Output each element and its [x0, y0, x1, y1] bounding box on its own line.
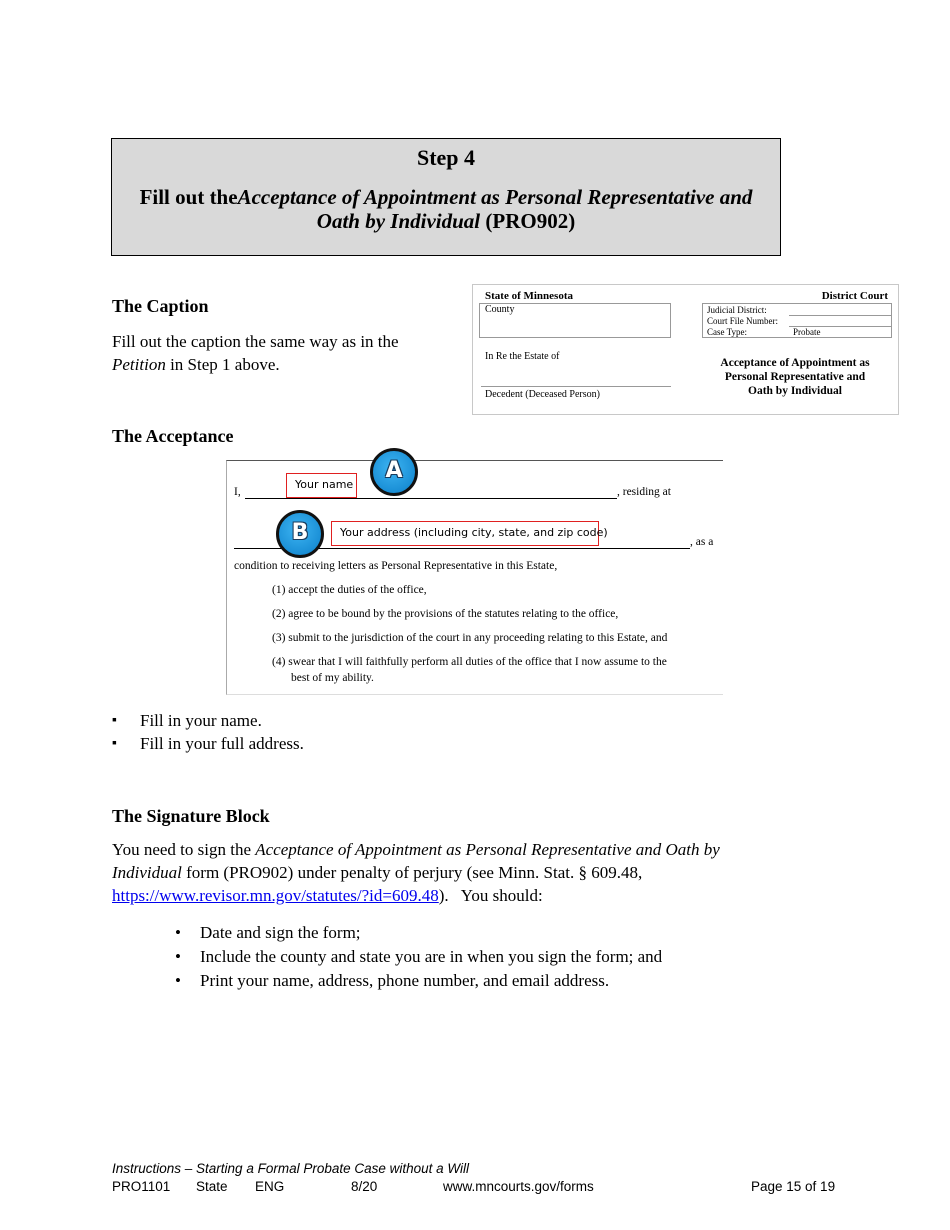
acceptance-item-2: (2) agree to be bound by the provisions of the statutes relating to the office, — [272, 608, 619, 620]
acceptance-item-3: (3) submit to the jurisdiction of the court in any proceeding relating to this Estate, and — [272, 632, 668, 644]
step-subtitle — [122, 185, 770, 233]
footer-language: ENG — [255, 1179, 285, 1194]
caption-text-1: Fill out the caption the same way as in the — [112, 332, 399, 351]
acceptance-bullet-list — [112, 709, 304, 755]
address-hint-box: Your address (including city, state, and zip code) — [331, 521, 599, 546]
acceptance-as-a: , as a — [690, 536, 714, 548]
footer-title: Instructions – Starting a Formal Probate Case without a Will — [112, 1161, 470, 1176]
caption-form-court-file-number: Court File Number: — [707, 316, 778, 326]
caption-form-court: District Court — [821, 290, 888, 302]
signature-form-name-1: Acceptance of Appointment as Personal Representative and Oath by — [255, 840, 720, 859]
caption-form-decedent-label: Decedent (Deceased Person) — [485, 389, 600, 400]
caption-form-case-type-value: Probate — [793, 327, 821, 337]
caption-instructions — [112, 330, 442, 376]
caption-form-state: State of Minnesota — [485, 290, 573, 302]
acceptance-condition: condition to receiving letters as Personal Representative in this Estate, — [234, 560, 558, 572]
signature-form-name-2: Individual — [112, 863, 182, 882]
caption-heading: The Caption — [112, 296, 209, 316]
acceptance-heading: The Acceptance — [112, 426, 234, 446]
badge-a-icon: A — [370, 448, 418, 496]
signature-bullet-list — [173, 921, 662, 993]
signature-heading: The Signature Block — [112, 806, 270, 826]
acceptance-residing-at: , residing at — [617, 486, 671, 498]
signature-instructions — [112, 838, 812, 907]
footer-date: 8/20 — [351, 1179, 378, 1194]
caption-form-title — [695, 356, 895, 398]
caption-form-judicial-district: Judicial District: — [707, 305, 767, 315]
caption-form-title-line-1: Acceptance of Appointment as — [720, 357, 870, 369]
list-item: • Include the county and state you are in when you sign the form; and — [173, 945, 662, 969]
list-item: • Print your name, address, phone number, and email address. — [173, 969, 662, 993]
signature-text-1: You need to sign the — [112, 840, 251, 859]
acceptance-item-4: (4) swear that I will faithfully perform all duties of the office that I now assume to the — [272, 656, 667, 668]
step-subtitle-form-code: (PRO902) — [485, 209, 576, 233]
name-hint-box: Your name — [286, 473, 357, 498]
caption-form-county-label: County — [485, 304, 515, 315]
footer-form-code: PRO1101 — [112, 1179, 171, 1194]
caption-form-decedent-line — [481, 386, 671, 387]
list-item: • Date and sign the form; — [173, 921, 662, 945]
acceptance-item-4-cont: best of my ability. — [291, 672, 374, 684]
step-subtitle-form-name-2: Oath by Individual — [316, 209, 481, 233]
list-item: ▪ Fill in your name. — [112, 709, 304, 732]
list-item: ▪ Fill in your full address. — [112, 732, 304, 755]
caption-text-2: in Step 1 above. — [170, 355, 280, 374]
caption-text-italic: Petition — [112, 355, 166, 374]
acceptance-sample-form — [226, 460, 723, 695]
signature-text-2: form (PRO902) under penalty of perjury (see Minn. Stat. § 609.48, — [186, 863, 643, 882]
signature-text-3: ). You should: — [438, 886, 543, 905]
badge-b-icon: B — [276, 510, 324, 558]
caption-form-case-type: Case Type: — [707, 327, 747, 337]
statute-link[interactable]: https://www.revisor.mn.gov/statutes/?id=609.48 — [112, 886, 439, 905]
footer-website: www.mncourts.gov/forms — [443, 1179, 594, 1194]
caption-form-in-re: In Re the Estate of — [485, 351, 560, 362]
caption-form-county-box — [479, 303, 671, 338]
acceptance-i-label: I, — [234, 486, 241, 498]
caption-form-case-info — [702, 303, 892, 338]
caption-form-judicial-district-line — [789, 315, 891, 316]
step-subtitle-prefix: Fill out the — [139, 185, 238, 209]
step-subtitle-form-name-1: Acceptance of Appointment as Personal Representative and — [237, 185, 753, 209]
acceptance-name-blank — [245, 498, 617, 499]
caption-form-title-line-2: Personal Representative and — [724, 371, 866, 383]
acceptance-item-1: (1) accept the duties of the office, — [272, 584, 427, 596]
step-title: Step 4 — [416, 145, 476, 170]
footer-jurisdiction: State — [196, 1179, 228, 1194]
caption-sample-form — [472, 284, 899, 415]
footer-page-number: Page 15 of 19 — [751, 1179, 836, 1194]
caption-form-title-line-3: Oath by Individual — [748, 385, 842, 397]
step-header-box — [111, 138, 781, 256]
